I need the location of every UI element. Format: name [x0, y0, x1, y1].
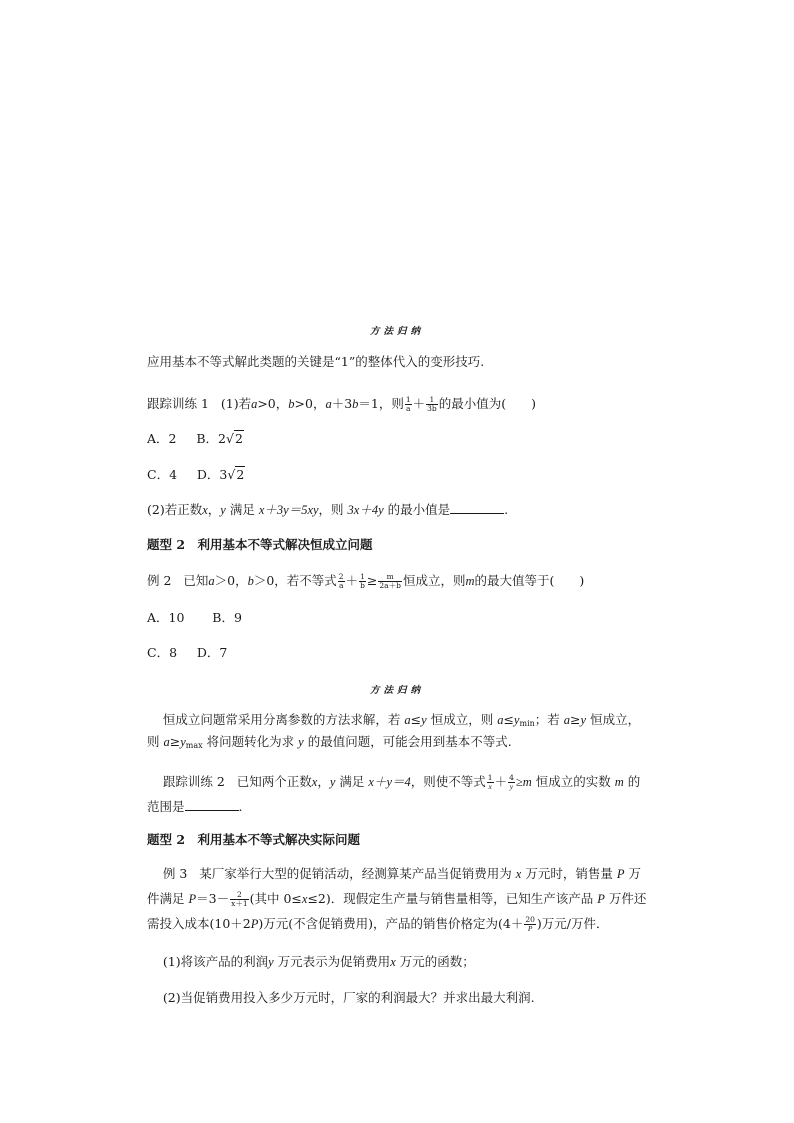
denominator: a [338, 581, 344, 590]
var-y: y [220, 503, 226, 517]
fraction [230, 891, 249, 908]
var-y: y [298, 735, 304, 749]
example-3-line2 [147, 891, 646, 908]
plus: ＋ [494, 774, 508, 789]
text: 将问题转化为求 [206, 734, 295, 749]
label: 例 2 [147, 573, 172, 588]
text: ＋3 [331, 396, 353, 411]
var-a: a [251, 397, 258, 411]
var-a: a [208, 574, 215, 588]
var-m: m [465, 574, 475, 588]
text: ＝3－ [196, 891, 230, 906]
text: 万元表示为促销费用 [277, 954, 391, 969]
text: . [504, 502, 509, 517]
text: 恒成立，则 [402, 573, 466, 588]
text: >0， [257, 396, 289, 411]
var-y: y [180, 735, 186, 749]
option-d-label: D．3 [196, 467, 228, 482]
tracking-1-options-ab [147, 431, 244, 447]
numerator: 2 [230, 891, 249, 900]
numerator: 2 [338, 572, 344, 581]
option-d: D．7 [196, 645, 228, 660]
ge-sign: ≥ [366, 573, 378, 588]
sqrt: √2 [227, 467, 245, 482]
denominator: y [509, 782, 514, 791]
text: 某厂家举行大型的促销活动，经测算某产品当促销费用为 [199, 866, 512, 881]
method-summary-heading-1: 方法归纳 [369, 326, 424, 337]
fraction [359, 573, 366, 590]
denominator: 3b [427, 404, 437, 413]
numerator: 1 [487, 773, 493, 782]
ge-m: ≥m [515, 775, 532, 789]
var-a: a [563, 713, 571, 727]
example-3-line1 [147, 866, 641, 882]
var-y: y [513, 713, 520, 727]
text: 的最小值为( ) [438, 396, 536, 411]
label: 例 3 [162, 866, 188, 881]
text: (1)将该产品的利润 [162, 954, 269, 969]
label: 跟踪训练 1 [147, 396, 209, 411]
numerator: 1 [405, 395, 411, 404]
var-p: P [616, 867, 625, 881]
subscript-min: min [519, 719, 535, 728]
tracking-exercise-2-line1 [147, 774, 640, 791]
plus: ＋ [345, 573, 359, 588]
text: ≤2)．现假定生产量与销售量相等，已知生产该产品 [307, 891, 594, 906]
text: 的最值问题，可能会用到基本不等式. [307, 734, 512, 749]
option-c: C．8 [147, 645, 178, 660]
var-x: x [515, 867, 522, 881]
var-b: b [352, 397, 359, 411]
example-3-line3 [147, 916, 609, 933]
radicand: 2 [236, 467, 245, 482]
tracking-exercise-1-part1 [147, 396, 536, 413]
text: ， [207, 502, 221, 517]
text: (2)当促销费用投入多少万元时，厂家的利润最大？并求出最大利润. [162, 990, 535, 1005]
text: 的最小值是 [387, 502, 451, 517]
text: ＞0，若不等式 [253, 573, 337, 588]
var-x: x [202, 503, 208, 517]
fraction [338, 573, 345, 590]
plus: ＋ [412, 396, 426, 411]
denominator: x＋1 [231, 899, 248, 908]
var-m: m [614, 775, 624, 789]
option-b [196, 431, 244, 446]
method-summary-text-1: 应用基本不等式解此类题的关键是“1”的整体代入的变形技巧. [147, 354, 485, 369]
var-y: y [580, 713, 587, 727]
denominator: b [360, 581, 365, 590]
tracking-exercise-2-line2 [147, 799, 243, 815]
var-x: x [301, 892, 308, 906]
answer-blank[interactable] [185, 810, 239, 811]
fraction [487, 774, 494, 791]
expression: 3x＋4y [347, 503, 384, 517]
text: 恒成立的实数 [535, 774, 611, 789]
text: 的 [627, 774, 641, 789]
question-type-title-2: 题型 2 利用基本不等式解决实际问题 [147, 832, 361, 847]
text: 万 [628, 866, 641, 881]
text: ，则 [318, 502, 344, 517]
text: 万元的函数； [399, 954, 475, 969]
var-y: y [268, 955, 274, 969]
text: (1)若 [220, 396, 252, 411]
option-b-label: B．2 [196, 431, 226, 446]
var-b: b [288, 397, 295, 411]
var-a: a [404, 713, 411, 727]
text: 件满足 [147, 891, 185, 906]
numerator: 1 [426, 396, 438, 405]
tracking-1-options-cd [147, 467, 245, 483]
denominator: x [488, 782, 492, 791]
var-p: P [597, 892, 605, 906]
text: )万元/万件． [536, 916, 609, 931]
var-y: y [329, 775, 336, 789]
numerator: 1 [360, 572, 365, 581]
fraction [426, 396, 438, 413]
text: ，则使不等式 [410, 774, 486, 789]
var-x: x [390, 955, 396, 969]
text: 恒成立，则 [430, 712, 494, 727]
option-a: A．10 [147, 610, 185, 625]
text: 满足 [229, 502, 255, 517]
var-p: P [188, 892, 197, 906]
var-a: a [325, 397, 332, 411]
method-summary-text-2-line1 [147, 712, 640, 732]
numerator: m [378, 573, 402, 582]
example-2-stem [147, 573, 584, 590]
numerator: 4 [509, 773, 514, 782]
denominator: 2a＋b [379, 581, 401, 590]
text: )万元(不含促销费用)，产品的销售价格定为(4＋ [258, 916, 524, 931]
var-p: P [250, 917, 259, 931]
text: 满足 [339, 774, 365, 789]
text: 万元时，销售量 [525, 866, 613, 881]
equation: x＋3y＝5xy [258, 503, 319, 517]
denominator: a [406, 404, 411, 413]
option-d [197, 467, 245, 482]
text: 已知两个正数 [236, 774, 312, 789]
var-a: a [163, 735, 170, 749]
numerator: 20 [525, 915, 535, 924]
var-x: x [311, 775, 318, 789]
tracking-exercise-1-part2 [147, 502, 508, 518]
var-y: y [421, 713, 427, 727]
sqrt: √2 [226, 431, 243, 446]
fraction [524, 916, 536, 933]
text: 恒成立问题常采用分离参数的方法求解，若 [162, 712, 401, 727]
denominator: P [527, 924, 533, 933]
text: >0， [294, 396, 326, 411]
label: 跟踪训练 2 [162, 774, 225, 789]
ge-sign: ≥ [570, 712, 581, 727]
var-b: b [247, 574, 254, 588]
example-2-options-ab [147, 610, 242, 626]
text: (2)若正数 [147, 502, 203, 517]
example-2-options-cd [147, 645, 227, 661]
method-summary-text-2-line2 [147, 734, 512, 754]
text: 已知 [183, 573, 209, 588]
equation: x＋y＝4 [368, 775, 411, 789]
method-summary-heading-2: 方法归纳 [369, 685, 424, 696]
le-sign: ≤ [410, 712, 422, 727]
option-c: C．4 [147, 467, 178, 482]
example-3-question-2 [147, 990, 535, 1006]
text: ， [317, 774, 330, 789]
fraction [378, 573, 402, 590]
text: 的最大值等于( ) [474, 573, 585, 588]
fraction [405, 396, 412, 413]
subscript-max: max [185, 741, 203, 750]
text: 需投入成本(10＋2 [147, 916, 251, 931]
option-a: A．2 [147, 431, 177, 446]
var-a: a [497, 713, 504, 727]
text: 则 [147, 734, 160, 749]
question-type-title-1: 题型 2 利用基本不等式解决恒成立问题 [147, 537, 373, 552]
text: 范围是 [147, 799, 185, 814]
ge-sign: ≥ [169, 734, 181, 749]
text: 恒成立， [590, 712, 641, 727]
example-3-question-1 [147, 954, 475, 970]
text: (其中 0≤ [249, 891, 302, 906]
le-sign: ≤ [503, 712, 514, 727]
text: ＝1，则 [358, 396, 404, 411]
option-b: B．9 [212, 610, 242, 625]
radicand: 2 [234, 431, 243, 446]
answer-blank[interactable] [450, 513, 504, 514]
text: 万件还 [608, 891, 647, 906]
text: ；若 [534, 712, 560, 727]
text: . [238, 799, 243, 814]
text: ＞0， [214, 573, 248, 588]
fraction [508, 774, 515, 791]
